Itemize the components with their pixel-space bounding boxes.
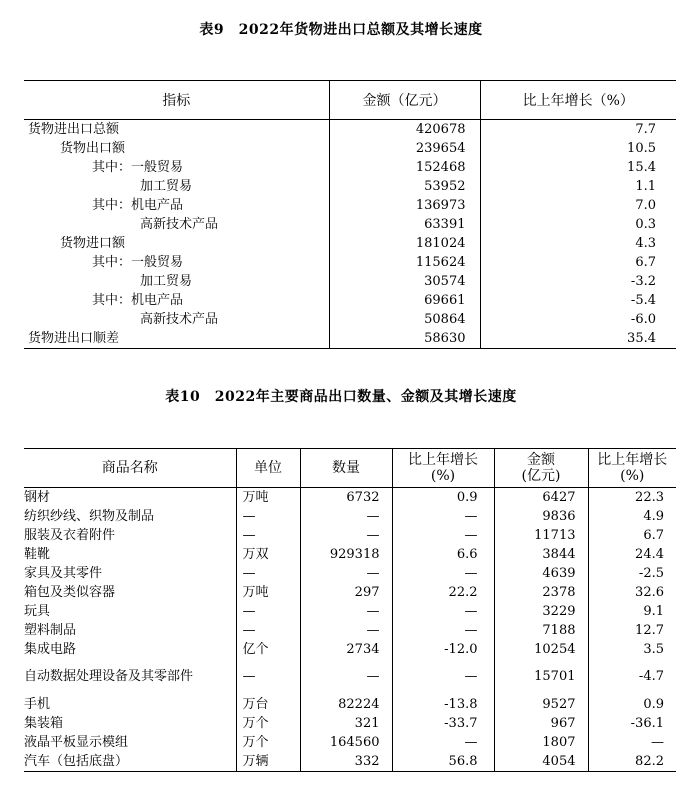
row-label: 高新技术产品	[140, 217, 219, 232]
table-row	[24, 158, 676, 177]
header-unit: 单位	[236, 449, 300, 488]
table9-header-row	[24, 81, 676, 120]
row-qty-growth: —	[392, 659, 494, 695]
row-growth: 10.5	[480, 139, 676, 158]
row-qty: 297	[300, 583, 392, 602]
row-growth: 6.7	[480, 253, 676, 272]
row-amount-growth: 82.2	[588, 752, 676, 772]
row-amount-growth: —	[588, 733, 676, 752]
row-amount-growth: 12.7	[588, 621, 676, 640]
row-name: 家具及其零件	[24, 566, 103, 581]
row-amount: 4639	[494, 564, 588, 583]
row-amount-growth: 6.7	[588, 526, 676, 545]
row-label: 货物进口额	[60, 236, 126, 251]
row-growth: -3.2	[480, 272, 676, 291]
row-growth: 15.4	[480, 158, 676, 177]
row-unit: —	[236, 602, 300, 621]
table-row	[24, 621, 676, 640]
header-qty: 数量	[300, 449, 392, 488]
table-row	[24, 196, 676, 215]
table-row	[24, 640, 676, 659]
row-unit: 万个	[236, 733, 300, 752]
table-row	[24, 507, 676, 526]
row-amount: 15701	[494, 659, 588, 695]
row-amount: 63391	[329, 215, 480, 234]
row-name: 汽车（包括底盘）	[24, 752, 236, 772]
row-amount-growth: 24.4	[588, 545, 676, 564]
row-amount-growth: -36.1	[588, 714, 676, 733]
row-amount: 3229	[494, 602, 588, 621]
row-unit: 万辆	[236, 752, 300, 772]
row-qty: —	[300, 526, 392, 545]
header-amount	[494, 449, 588, 488]
row-qty: 332	[300, 752, 392, 772]
table-row	[24, 139, 676, 158]
row-name: 塑料制品	[24, 623, 77, 638]
row-growth: 35.4	[480, 329, 676, 349]
row-growth: 1.1	[480, 177, 676, 196]
row-unit: 万台	[236, 695, 300, 714]
row-unit: 万吨	[236, 583, 300, 602]
row-name: 集装箱	[24, 716, 64, 731]
table-row	[24, 602, 676, 621]
row-amount: 1807	[494, 733, 588, 752]
row-amount: 181024	[329, 234, 480, 253]
row-amount: 9527	[494, 695, 588, 714]
row-label: 高新技术产品	[140, 312, 219, 327]
table-row	[24, 215, 676, 234]
row-amount: 239654	[329, 139, 480, 158]
row-amount: 115624	[329, 253, 480, 272]
row-qty-growth: —	[392, 507, 494, 526]
header-amount: 金额（亿元）	[329, 81, 480, 120]
row-label: 其中：机电产品	[92, 198, 184, 213]
row-qty: 82224	[300, 695, 392, 714]
row-label: 货物进出口顺差	[24, 329, 329, 349]
row-qty: —	[300, 564, 392, 583]
header-amount-growth-line2: (%)	[620, 468, 645, 484]
row-label: 其中：一般贸易	[92, 255, 184, 270]
row-unit: —	[236, 507, 300, 526]
table9	[24, 80, 676, 349]
table-row	[24, 583, 676, 602]
row-unit: —	[236, 659, 300, 695]
header-qty-growth-line1: 比上年增长	[408, 452, 478, 468]
header-qty-growth	[392, 449, 494, 488]
table-row	[24, 526, 676, 545]
row-name: 手机	[24, 697, 51, 712]
row-label: 其中：机电产品	[92, 293, 184, 308]
header-amount-growth	[588, 449, 676, 488]
table-row	[24, 120, 676, 140]
table-row	[24, 545, 676, 564]
row-qty-growth: —	[392, 621, 494, 640]
row-unit: —	[236, 526, 300, 545]
row-qty: —	[300, 621, 392, 640]
table-row	[24, 733, 676, 752]
header-amount-line1: 金额	[527, 452, 555, 468]
row-qty: 2734	[300, 640, 392, 659]
header-amount-line2: (亿元)	[521, 468, 561, 484]
table-row	[24, 234, 676, 253]
row-name: 鞋靴	[24, 547, 51, 562]
row-growth: 4.3	[480, 234, 676, 253]
row-amount: 53952	[329, 177, 480, 196]
row-amount: 152468	[329, 158, 480, 177]
row-amount-growth: 3.5	[588, 640, 676, 659]
table-row	[24, 329, 676, 349]
header-qty-growth-line2: (%)	[430, 468, 456, 484]
row-amount: 7188	[494, 621, 588, 640]
row-qty-growth: —	[392, 733, 494, 752]
row-qty-growth: —	[392, 526, 494, 545]
row-amount-growth: 4.9	[588, 507, 676, 526]
header-amount-growth-line1: 比上年增长	[597, 452, 668, 468]
table-row	[24, 177, 676, 196]
row-qty-growth: 22.2	[392, 583, 494, 602]
row-growth: 7.7	[480, 120, 676, 140]
row-amount-growth: 0.9	[588, 695, 676, 714]
row-growth: 7.0	[480, 196, 676, 215]
row-amount: 420678	[329, 120, 480, 140]
table-row	[24, 488, 676, 508]
row-unit: 万吨	[236, 488, 300, 508]
row-name: 玩具	[24, 604, 51, 619]
table10-header-row	[24, 449, 676, 488]
row-amount-growth: 9.1	[588, 602, 676, 621]
table-row	[24, 253, 676, 272]
row-unit: 万个	[236, 714, 300, 733]
row-qty: 929318	[300, 545, 392, 564]
row-growth: -5.4	[480, 291, 676, 310]
row-name: 自动数据处理设备及其零部件	[24, 669, 194, 684]
header-name: 商品名称	[24, 449, 236, 488]
table-row	[24, 752, 676, 772]
row-qty-growth: 56.8	[392, 752, 494, 772]
row-qty: —	[300, 602, 392, 621]
row-amount: 30574	[329, 272, 480, 291]
row-name: 纺织纱线、织物及制品	[24, 509, 155, 524]
row-amount: 58630	[329, 329, 480, 349]
row-qty-growth: —	[392, 602, 494, 621]
row-qty: 321	[300, 714, 392, 733]
row-amount: 3844	[494, 545, 588, 564]
row-amount: 2378	[494, 583, 588, 602]
table10	[24, 448, 676, 772]
row-qty-growth: -33.7	[392, 714, 494, 733]
row-unit: —	[236, 564, 300, 583]
row-unit: —	[236, 621, 300, 640]
row-label: 加工贸易	[140, 274, 193, 289]
row-amount: 9836	[494, 507, 588, 526]
row-label: 其中：一般贸易	[92, 160, 184, 175]
row-name: 箱包及类似容器	[24, 585, 116, 600]
row-amount: 11713	[494, 526, 588, 545]
row-qty-growth: —	[392, 564, 494, 583]
table-row	[24, 695, 676, 714]
row-qty-growth: -12.0	[392, 640, 494, 659]
row-name: 集成电路	[24, 642, 77, 657]
table-row	[24, 659, 676, 695]
row-amount-growth: -2.5	[588, 564, 676, 583]
row-amount: 69661	[329, 291, 480, 310]
row-qty-growth: 6.6	[392, 545, 494, 564]
table-row	[24, 310, 676, 329]
row-qty-growth: -13.8	[392, 695, 494, 714]
row-amount: 50864	[329, 310, 480, 329]
row-unit: 万双	[236, 545, 300, 564]
header-growth: 比上年增长（%）	[480, 81, 676, 120]
row-amount-growth: -4.7	[588, 659, 676, 695]
row-growth: -6.0	[480, 310, 676, 329]
row-label: 货物出口额	[60, 141, 126, 156]
row-name: 服装及衣着附件	[24, 528, 116, 543]
row-growth: 0.3	[480, 215, 676, 234]
row-amount: 10254	[494, 640, 588, 659]
row-label: 货物进出口总额	[28, 122, 120, 137]
row-amount-growth: 22.3	[588, 488, 676, 508]
row-amount: 967	[494, 714, 588, 733]
row-qty: —	[300, 659, 392, 695]
row-name: 液晶平板显示模组	[24, 735, 129, 750]
table-row	[24, 291, 676, 310]
row-qty: 6732	[300, 488, 392, 508]
row-label: 加工贸易	[140, 179, 193, 194]
header-indicator: 指标	[24, 81, 329, 120]
row-qty: 164560	[300, 733, 392, 752]
row-amount: 6427	[494, 488, 588, 508]
row-amount-growth: 32.6	[588, 583, 676, 602]
table9-title: 表9 2022年货物进出口总额及其增长速度	[199, 22, 483, 38]
table-row	[24, 564, 676, 583]
table-row	[24, 272, 676, 291]
table-row	[24, 714, 676, 733]
row-qty-growth: 0.9	[392, 488, 494, 508]
table10-title: 表10 2022年主要商品出口数量、金额及其增长速度	[165, 389, 517, 405]
row-amount: 136973	[329, 196, 480, 215]
row-unit: 亿个	[236, 640, 300, 659]
row-qty: —	[300, 507, 392, 526]
row-name: 钢材	[24, 490, 51, 505]
row-amount: 4054	[494, 752, 588, 772]
